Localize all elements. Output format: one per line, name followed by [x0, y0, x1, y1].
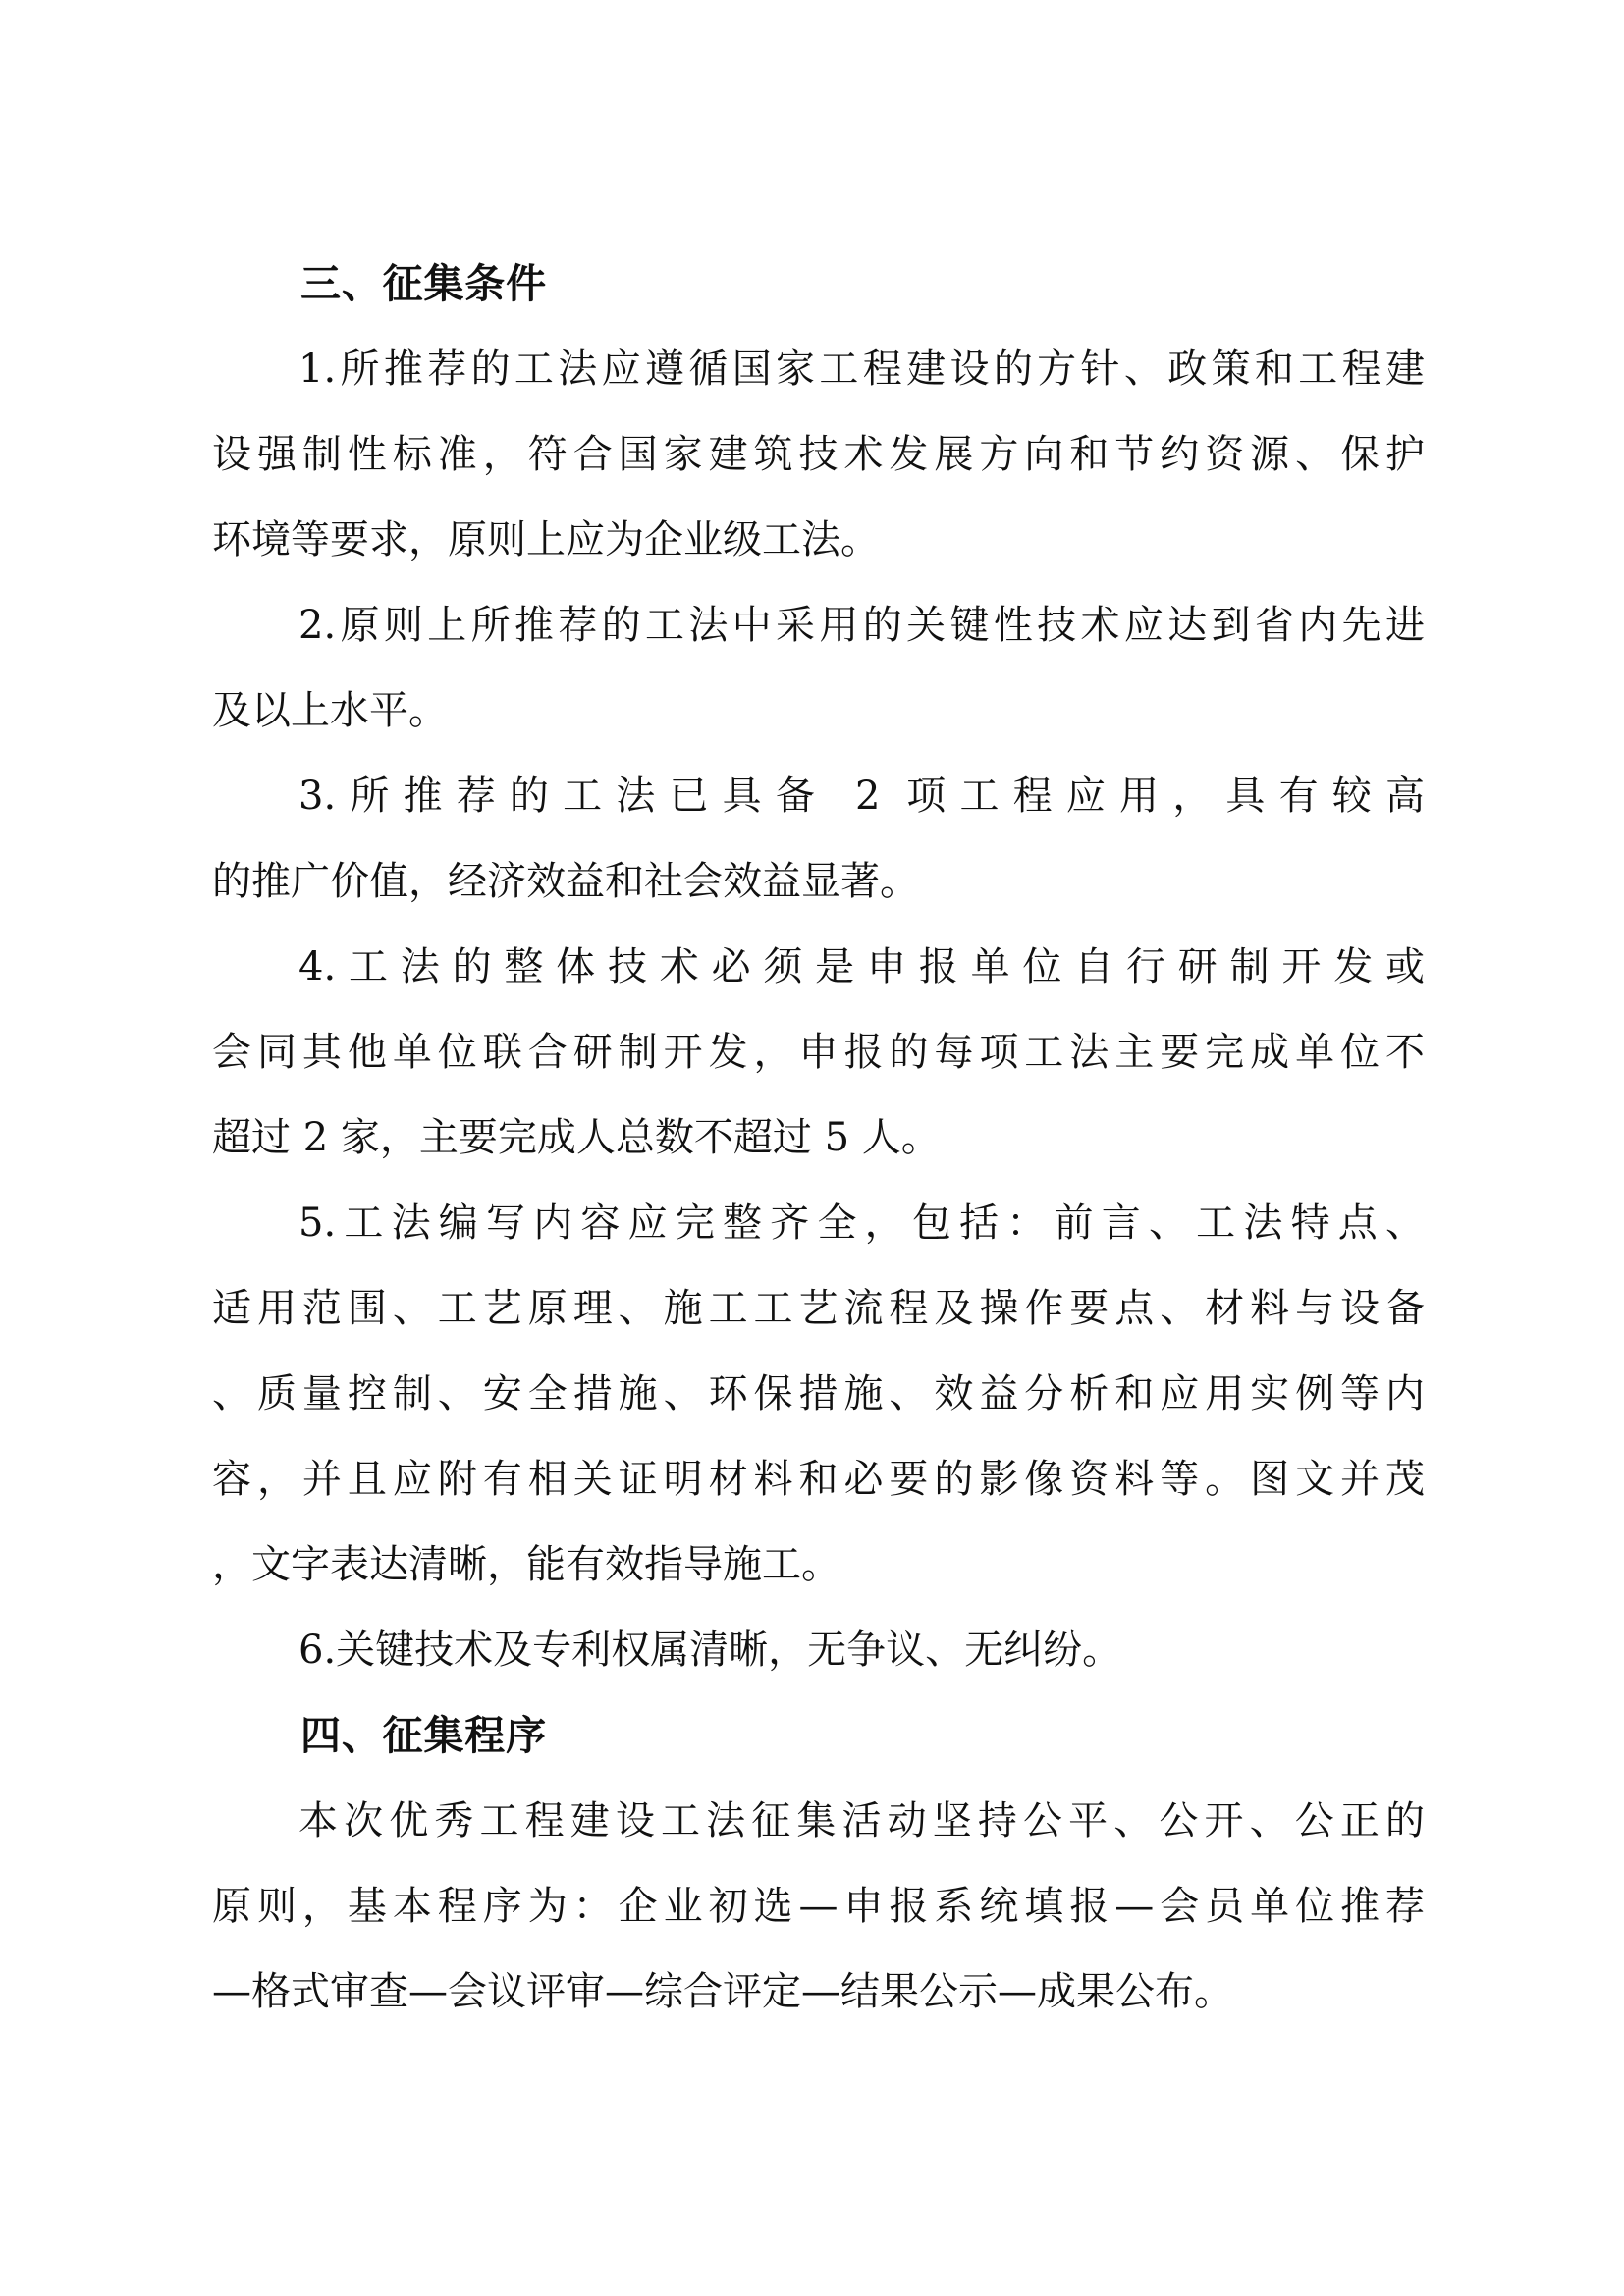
condition-item-1 [212, 327, 1425, 583]
procedure-paragraph [212, 1779, 1425, 2035]
section-heading-collection-conditions: 三、征集条件 [300, 260, 547, 307]
condition-item-3-line: 的推广价值，经济效益和社会效益显著。 [212, 859, 919, 904]
condition-item-2 [212, 583, 1425, 754]
condition-item-1-line: 设强制性标准，符合国家建筑技术发展方向和节约资源、保护 [212, 432, 1425, 477]
condition-item-1-line: 1.所推荐的工法应遵循国家工程建设的方针、政策和工程建 [298, 347, 1425, 392]
condition-item-4-line: 会同其他单位联合研制开发，申报的每项工法主要完成单位不 [212, 1030, 1425, 1075]
condition-item-2-line: 及以上水平。 [212, 688, 448, 733]
condition-item-1-line: 环境等要求，原则上应为企业级工法。 [212, 517, 880, 562]
condition-item-5 [212, 1181, 1425, 1608]
condition-item-4-line: 4.工法的整体技术必须是申报单位自行研制开发或 [298, 944, 1425, 989]
condition-item-5-line: 、质量控制、安全措施、环保措施、效益分析和应用实例等内 [212, 1371, 1425, 1416]
document-body [212, 241, 1425, 2035]
procedure-paragraph-line: 本次优秀工程建设工法征集活动坚持公平、公开、公正的 [298, 1798, 1425, 1843]
condition-item-5-line: ，文字表达清晰，能有效指导施工。 [212, 1542, 840, 1587]
section-heading-collection-procedure: 四、征集程序 [300, 1712, 547, 1759]
condition-item-5-line: 适用范围、工艺原理、施工工艺流程及操作要点、材料与设备 [212, 1286, 1425, 1331]
procedure-paragraph-line: 原则，基本程序为：企业初选—申报系统填报—会员单位推荐 [212, 1884, 1425, 1929]
procedure-paragraph-line: —格式审查—会议评审—综合评定—结果公示—成果公布。 [212, 1969, 1233, 2014]
condition-item-4 [212, 925, 1425, 1181]
condition-item-3 [212, 754, 1425, 925]
condition-item-4-line: 超过 2 家，主要完成人总数不超过 5 人。 [212, 1115, 941, 1160]
condition-item-3-line: 3.所推荐的工法已具备 2 项工程应用，具有较高 [298, 774, 1425, 819]
condition-item-5-line: 容，并且应附有相关证明材料和必要的影像资料等。图文并茂 [212, 1457, 1425, 1502]
condition-item-2-line: 2.原则上所推荐的工法中采用的关键性技术应达到省内先进 [298, 603, 1425, 648]
condition-item-6: 6.关键技术及专利权属清晰，无争议、无纠纷。 [298, 1628, 1122, 1673]
condition-item-5-line: 5.工法编写内容应完整齐全，包括：前言、工法特点、 [298, 1201, 1425, 1246]
